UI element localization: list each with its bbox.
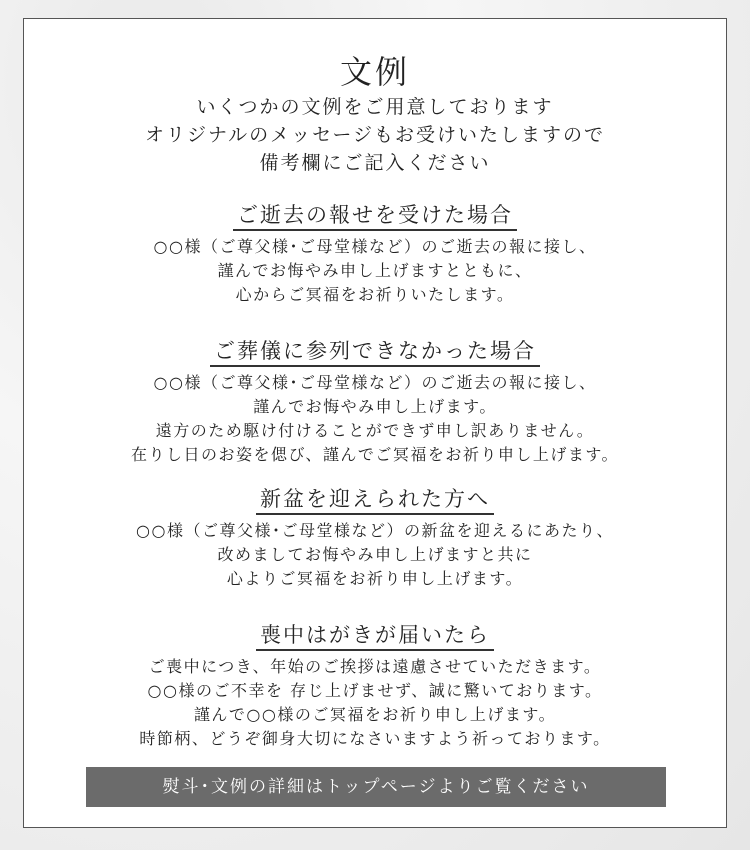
body-line: 改めましてお悔やみ申し上げますと共に xyxy=(217,545,533,564)
intro-line: いくつかの文例をご用意しております xyxy=(196,96,554,118)
body-line: 遠方のため駆け付けることができず申し訳ありません。 xyxy=(155,421,595,440)
section-body xyxy=(24,235,726,307)
section-body xyxy=(24,655,726,751)
section-heading-text: 新盆を迎えられた方へ xyxy=(256,487,494,515)
section-heading xyxy=(24,483,726,513)
section-heading-text: ご葬儀に参列できなかった場合 xyxy=(210,339,540,367)
body-line: 謹んでお悔やみ申し上げます。 xyxy=(253,397,497,416)
body-line: 心からご冥福をお祈りいたします。 xyxy=(235,285,515,304)
intro-text xyxy=(24,93,726,177)
body-line: ○○様（ご尊父様･ご母堂様など）のご逝去の報に接し、 xyxy=(153,237,597,256)
section-body xyxy=(24,371,726,467)
section-body xyxy=(24,519,726,591)
page-title: 文例 xyxy=(339,53,410,91)
body-line: ○○様（ご尊父様･ご母堂様など）の新盆を迎えるにあたり、 xyxy=(136,521,614,540)
body-line: 謹んで○○様のご冥福をお祈り申し上げます。 xyxy=(193,705,557,724)
section-heading-text: ご逝去の報せを受けた場合 xyxy=(233,203,517,231)
section-heading-text: 喪中はがきが届いたら xyxy=(256,623,494,651)
body-line: ○○様（ご尊父様･ご母堂様など）のご逝去の報に接し、 xyxy=(153,373,597,392)
footer-banner: 熨斗･文例の詳細はトップページよりご覧ください xyxy=(86,767,666,807)
section-heading xyxy=(24,335,726,365)
body-line: 謹んでお悔やみ申し上げますとともに、 xyxy=(217,261,533,280)
body-line: 在りし日のお姿を偲び、謹んでご冥福をお祈り申し上げます。 xyxy=(130,445,620,464)
body-line: 時節柄、どうぞ御身大切になさいますよう祈っております。 xyxy=(139,729,611,748)
body-line: 心よりご冥福をお祈り申し上げます。 xyxy=(226,569,524,588)
intro-line: オリジナルのメッセージもお受けいたしますので xyxy=(145,124,605,146)
body-line: ○○様のご不幸を 存じ上げませず、誠に驚いております。 xyxy=(147,681,603,700)
intro-line: 備考欄にご記入ください xyxy=(259,152,491,174)
section-heading xyxy=(24,199,726,229)
body-line: ご喪中につき、年始のご挨拶は遠慮させていただきます。 xyxy=(148,657,602,676)
content-frame xyxy=(23,18,727,828)
section-heading xyxy=(24,619,726,649)
